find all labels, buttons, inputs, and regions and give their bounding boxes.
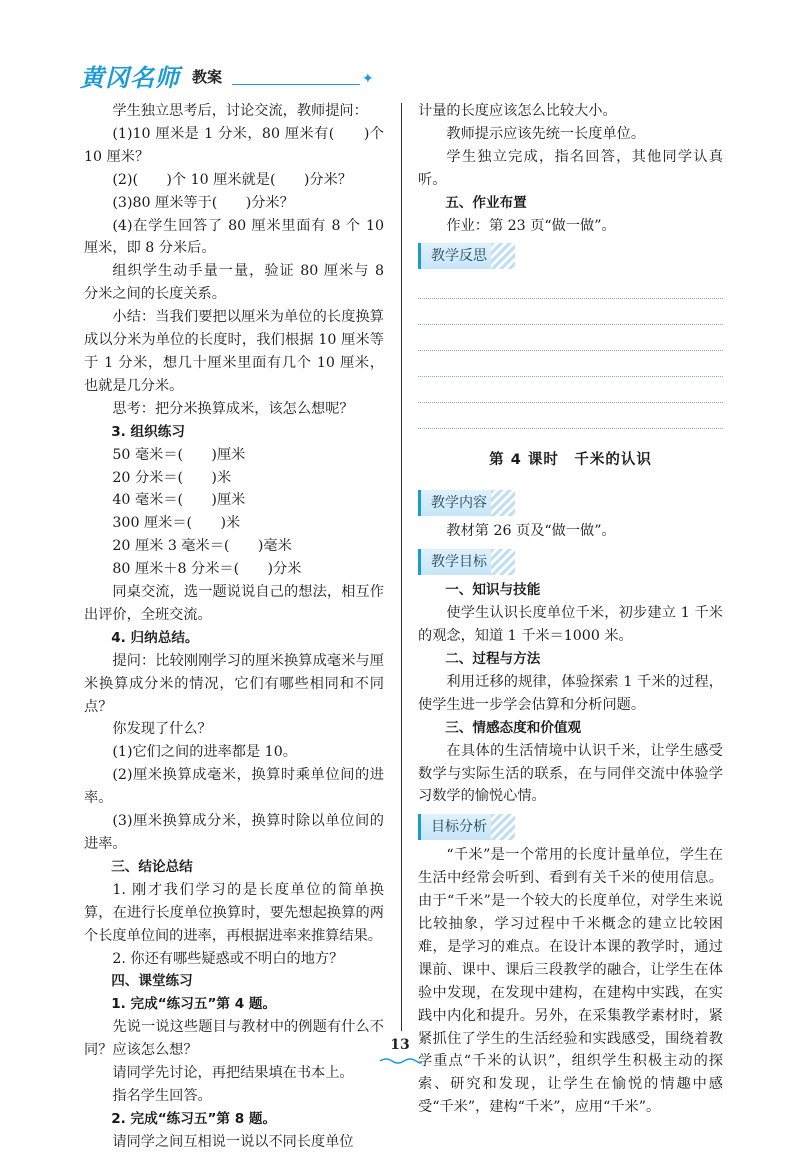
- page-header: [80, 58, 730, 98]
- content-tag: 教学内容: [418, 490, 515, 516]
- left-column: [84, 100, 384, 1154]
- exercise-line: 20 厘米 3 毫米＝( )毫米: [112, 538, 292, 555]
- section-heading: 二、过程与方法: [445, 650, 541, 667]
- paragraph: 在具体的生活情境中认识千米，让学生感受数学与实际生活的联系，在与同伴交流中体验学习数学的愉悦心情。: [418, 742, 723, 805]
- section-heading: 三、结论总结: [111, 858, 193, 875]
- sparkle-icon: ✦: [362, 71, 374, 87]
- ruled-line: [418, 403, 723, 429]
- lesson-title: 第 4 课时 千米的认识: [489, 452, 652, 469]
- paragraph: 2. 你还有哪些疑惑或不明白的地方？: [112, 950, 344, 967]
- ruled-line: [418, 351, 723, 377]
- paragraph: “千米”是一个常用的长度计量单位，学生在生活中经常会听到、看到有关千米的使用信息。由于“千米”是一个较大的长度单位，对学生来说比较抽象，学习过程中千米概念的建立比较困难，是学习的难点。在设计本课的教学时，通过课前、课中、课后三段教学的融合，让学生在体验中发现，在发现中建构，在建构中实践，在实践中内化和提升。另外，在采集教学素材时，紧紧抓住了学生的生活经验和实践感受，围绕着教学重点“千米的认识”，组织学生积极主动的探索、研究和发现，让学生在愉悦的情趣中感受“千米”，建构“千米”，应用“千米”。: [418, 847, 723, 1116]
- paragraph: 组织学生动手量一量，验证 80 厘米与 8 分米之间的长度关系。: [84, 263, 384, 303]
- section-heading: 四、课堂练习: [111, 973, 193, 990]
- page-number-ornament: [378, 1057, 422, 1065]
- section-heading: 2. 完成“练习五”第 8 题。: [111, 1110, 277, 1127]
- paragraph: 1. 刚才我们学习的是长度单位的简单换算，在进行长度单位换算时，要先想起换算的两个长度单位间的进率，再根据进率来推算结果。: [84, 881, 384, 944]
- ruled-line: [418, 325, 723, 351]
- paragraph: 利用迁移的规律，体验探索 1 千米的过程，使学生进一步学会估算和分析问题。: [418, 673, 723, 713]
- paragraph: 思考：把分米换算成米，该怎么想呢？: [112, 400, 354, 417]
- paragraph: (1)10 厘米是 1 分米，80 厘米有( )个 10 厘米？: [84, 125, 384, 165]
- page-number: 13: [390, 1037, 410, 1053]
- exercise-line: 20 分米＝( )米: [112, 469, 232, 486]
- exercise-line: 300 厘米＝( )米: [112, 515, 241, 532]
- ruled-line: [418, 377, 723, 403]
- paragraph: (4)在学生回答了 80 厘米里面有 8 个 10 厘米，即 8 分米后。: [84, 217, 384, 257]
- brand-logo: 黄冈名师: [80, 64, 180, 92]
- section-heading: 3. 组织练习: [111, 423, 185, 440]
- reflection-lines: [418, 273, 723, 429]
- ruled-line: [418, 273, 723, 299]
- paragraph: (3)厘米换算成分米，换算时除以单位间的进率。: [84, 813, 384, 852]
- paragraph: 请同学之间互相说一说以不同长度单位: [112, 1133, 354, 1150]
- exercise-line: 80 厘米＋8 分米＝( )分米: [112, 561, 302, 578]
- paragraph: 指名学生回答。: [112, 1087, 212, 1104]
- paragraph: 先说一说这些题目与教材中的例题有什么不同？应该怎么想？: [84, 1019, 384, 1059]
- paragraph: 同桌交流，选一题说说自己的想法，相互作出评价，全班交流。: [84, 584, 384, 623]
- paragraph: 你发现了什么？: [112, 721, 212, 738]
- right-column: [418, 100, 723, 1119]
- paragraph: 学生独立思考后，讨论交流，教师提问：: [112, 103, 368, 119]
- exercise-line: 50 毫米＝( )厘米: [112, 446, 246, 463]
- section-heading: 一、知识与技能: [445, 582, 541, 599]
- exercise-line: 40 毫米＝( )厘米: [112, 492, 246, 509]
- section-heading: 4. 归纳总结。: [111, 629, 199, 646]
- section-heading: 1. 完成“练习五”第 4 题。: [111, 996, 277, 1013]
- paragraph: (3)80 厘米等于( )分米？: [112, 194, 294, 211]
- ruled-line: [418, 299, 723, 325]
- paragraph: 请同学先讨论，再把结果填在书本上。: [112, 1065, 354, 1082]
- paragraph: 小结：当我们要把以厘米为单位的长度换算成以分米为单位的长度时，我们根据 10 厘米等于 1 分米，想几十厘米里面有几个 10 厘米，也就是几分米。: [84, 309, 384, 394]
- paragraph: (2)( )个 10 厘米就是( )分米？: [112, 171, 352, 188]
- paragraph: 提问：比较刚刚学习的厘米换算成毫米与厘米换算成分米的情况，它们有哪些相同和不同点？: [84, 652, 384, 715]
- paragraph: 学生独立完成，指名回答，其他同学认真听。: [418, 148, 723, 188]
- header-rule: [232, 84, 360, 85]
- paragraph: 教材第 26 页及“做一做”。: [446, 523, 616, 540]
- paragraph: 使学生认识长度单位千米，初步建立 1 千米的观念，知道 1 千米＝1000 米。: [418, 605, 723, 645]
- paragraph: (1)它们之间的进率都是 10。: [112, 744, 297, 761]
- section-heading: 五、作业布置: [445, 194, 527, 211]
- reflection-tag: 教学反思: [418, 243, 515, 269]
- brand-subtitle: 教案: [192, 68, 223, 86]
- section-heading: 三、情感态度和价值观: [445, 719, 582, 736]
- paragraph: (2)厘米换算成毫米，换算时乘单位间的进率。: [84, 767, 384, 807]
- goals-tag: 教学目标: [418, 549, 515, 575]
- column-divider: [401, 103, 402, 1031]
- paragraph: 作业：第 23 页“做一做”。: [446, 217, 616, 234]
- paragraph: 计量的长度应该怎么比较大小。: [418, 103, 617, 119]
- analysis-tag: 目标分析: [418, 814, 515, 840]
- paragraph: 教师提示应该先统一长度单位。: [446, 125, 646, 142]
